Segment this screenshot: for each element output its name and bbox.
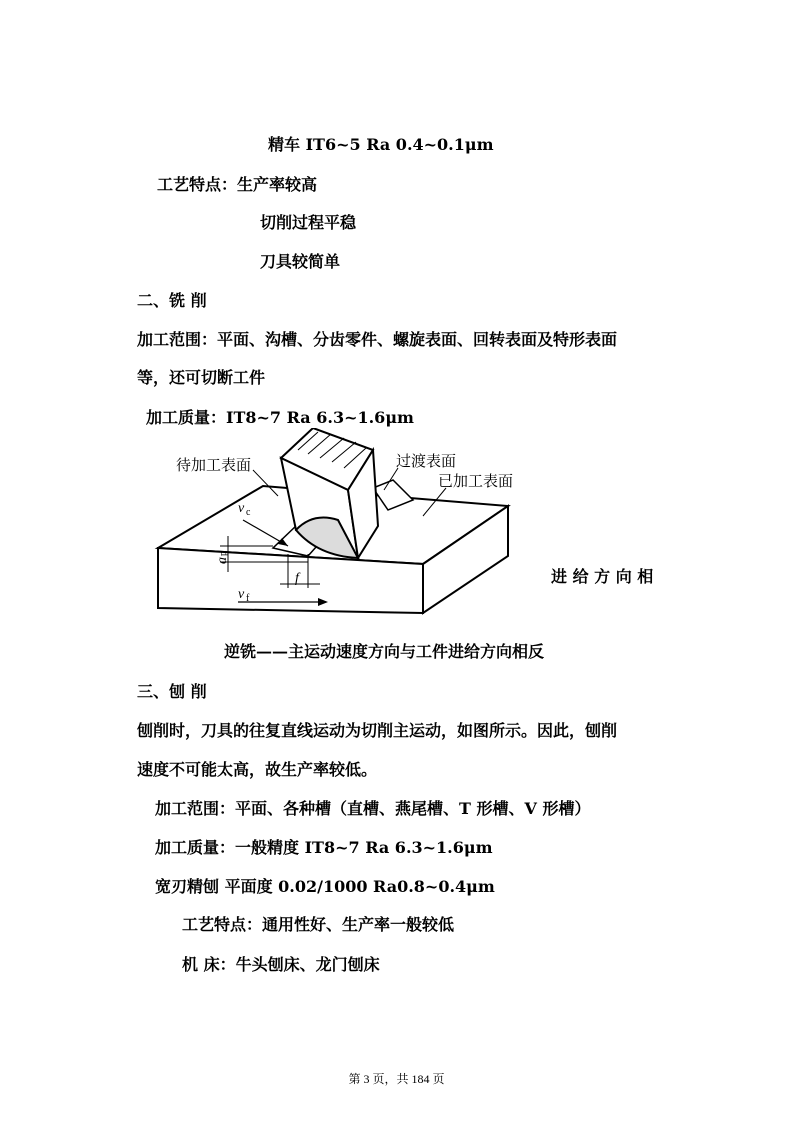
- label-vf-sub: f: [246, 593, 250, 604]
- milling-quality-line: 加工质量：IT8~7 Ra 6.3~1.6μm: [146, 408, 414, 427]
- planing-desc-line: 刨削时，刀具的往复直线运动为切削主运动，如图所示。因此，刨削: [137, 721, 618, 740]
- wide-blade-planing-line: 宽刃精刨 平面度 0.02/1000 Ra0.8~0.4μm: [155, 877, 495, 896]
- planing-desc-line-2: 速度不可能太高，故生产率较低。: [137, 760, 378, 779]
- label-vc-sub: c: [246, 507, 251, 518]
- conventional-milling-line: 逆铣——主运动速度方向与工件进给方向相反: [224, 642, 545, 661]
- milling-heading: 二、铣 削: [137, 291, 207, 310]
- planing-range-line: 加工范围：平面、各种槽（直槽、燕尾槽、T 形槽、V 形槽）: [155, 799, 591, 818]
- turning-features-line-3: 刀具较简单: [260, 252, 341, 271]
- planing-machine-line: 机 床：牛头刨床、龙门刨床: [182, 955, 380, 974]
- label-machined-surface: 已加工表面: [438, 472, 514, 490]
- milling-range-line-2: 等，还可切断工件: [137, 368, 266, 387]
- page-footer: 第 3 页，共 184 页: [348, 1072, 445, 1086]
- turning-features-line-2: 切削过程平稳: [260, 213, 357, 232]
- label-ap: a: [215, 557, 230, 564]
- milling-range-line: 加工范围：平面、沟槽、分齿零件、螺旋表面、回转表面及特形表面: [137, 330, 618, 349]
- turning-features-line: 工艺特点：生产率较高: [157, 175, 318, 194]
- planing-heading: 三、刨 削: [137, 682, 207, 701]
- label-vc: v: [238, 501, 245, 516]
- milling-diagram: [148, 428, 548, 620]
- label-ap-sub: p: [218, 551, 229, 556]
- label-transition-surface: 过渡表面: [396, 452, 457, 470]
- planing-quality-line: 加工质量：一般精度 IT8~7 Ra 6.3~1.6μm: [155, 838, 493, 857]
- climb-milling-partial: 进 给 方 向 相: [551, 567, 654, 586]
- fine-turning-line: 精车 IT6~5 Ra 0.4~0.1μm: [268, 135, 494, 154]
- label-to-machine-surface: 待加工表面: [176, 456, 252, 474]
- label-f: f: [295, 571, 299, 586]
- label-vf: v: [238, 587, 245, 602]
- planing-features-line: 工艺特点：通用性好、生产率一般较低: [182, 915, 455, 934]
